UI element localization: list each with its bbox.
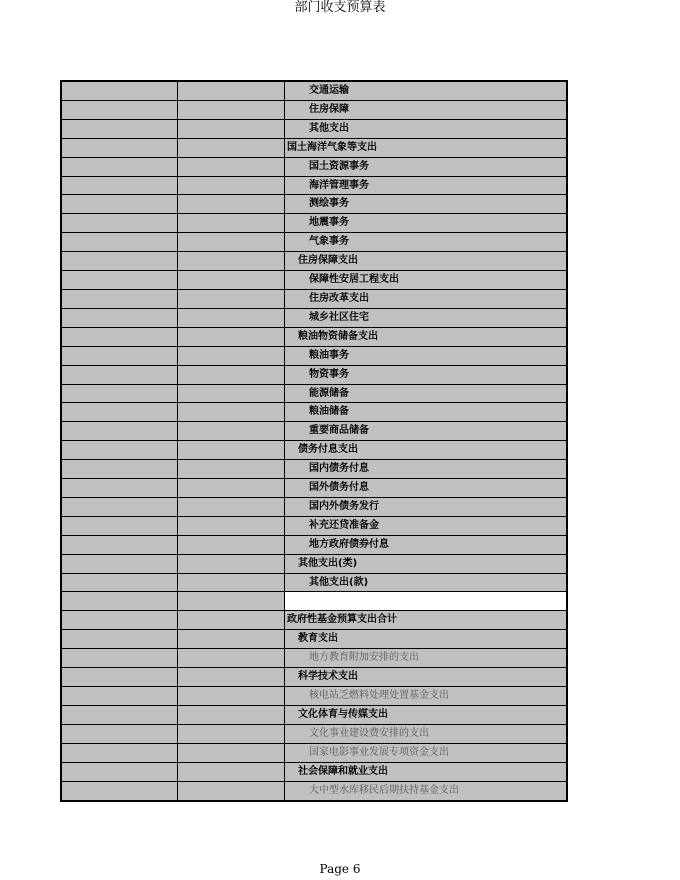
item-label-cell[interactable]: 核电站乏燃料处理处置基金支出 [285,687,566,705]
item-label-cell[interactable]: 住房改革支出 [285,290,566,308]
table-row [62,441,566,460]
amount-cell-1[interactable] [62,214,178,232]
amount-cell-1[interactable] [62,271,178,289]
table-row [62,479,566,498]
amount-cell-2[interactable] [178,592,285,610]
item-label-cell[interactable]: 海洋管理事务 [285,177,566,195]
amount-cell-2[interactable] [178,271,285,289]
item-label-cell[interactable]: 能源储备 [285,385,566,403]
table-row [62,536,566,555]
table-row [62,403,566,422]
amount-cell-2[interactable] [178,347,285,365]
item-label-cell[interactable] [285,592,566,610]
amount-cell-1[interactable] [62,252,178,270]
table-row [62,385,566,404]
amount-cell-1[interactable] [62,536,178,554]
amount-cell-2[interactable] [178,536,285,554]
item-label-cell[interactable]: 物资事务 [285,366,566,384]
amount-cell-2[interactable] [178,101,285,119]
table-row [62,744,566,763]
table-row [62,725,566,744]
amount-cell-2[interactable] [178,706,285,724]
table-row [62,782,566,801]
amount-cell-1[interactable] [62,649,178,667]
amount-cell-2[interactable] [178,233,285,251]
table-row [62,309,566,328]
item-label-cell[interactable]: 文化体育与传媒支出 [285,706,566,724]
amount-cell-2[interactable] [178,630,285,648]
amount-cell-2[interactable] [178,782,285,801]
amount-cell-1[interactable] [62,366,178,384]
item-label-cell[interactable]: 其他支出(类) [285,555,566,573]
amount-cell-2[interactable] [178,555,285,573]
table-row [62,517,566,536]
table-row [62,252,566,271]
amount-cell-2[interactable] [178,744,285,762]
amount-cell-2[interactable] [178,366,285,384]
amount-cell-1[interactable] [62,233,178,251]
item-label-cell[interactable]: 其他支出 [285,120,566,138]
item-label-cell[interactable]: 其他支出(款) [285,574,566,592]
table-row [62,82,566,101]
amount-cell-1[interactable] [62,555,178,573]
item-label-cell[interactable]: 科学技术支出 [285,668,566,686]
amount-cell-1[interactable] [62,328,178,346]
item-label-cell[interactable]: 保障性安居工程支出 [285,271,566,289]
amount-cell-2[interactable] [178,195,285,213]
table-row [62,195,566,214]
amount-cell-2[interactable] [178,139,285,157]
amount-cell-2[interactable] [178,649,285,667]
item-label-cell[interactable]: 住房保障 [285,101,566,119]
table-row [62,460,566,479]
amount-cell-2[interactable] [178,574,285,592]
table-row [62,611,566,630]
item-label-cell[interactable]: 城乡社区住宅 [285,309,566,327]
amount-cell-1[interactable] [62,592,178,610]
item-label-cell[interactable]: 气象事务 [285,233,566,251]
item-label-cell[interactable]: 国土海洋气象等支出 [285,139,566,157]
item-label-cell[interactable]: 国土资源事务 [285,158,566,176]
amount-cell-2[interactable] [178,479,285,497]
item-label-cell[interactable]: 测绘事务 [285,195,566,213]
amount-cell-2[interactable] [178,158,285,176]
item-label-cell[interactable]: 教育支出 [285,630,566,648]
table-row [62,649,566,668]
amount-cell-1[interactable] [62,763,178,781]
item-label-cell[interactable]: 地震事务 [285,214,566,232]
amount-cell-1[interactable] [62,517,178,535]
amount-cell-2[interactable] [178,725,285,743]
amount-cell-1[interactable] [62,195,178,213]
table-row [62,630,566,649]
table-row [62,366,566,385]
amount-cell-2[interactable] [178,517,285,535]
amount-cell-1[interactable] [62,290,178,308]
amount-cell-1[interactable] [62,403,178,421]
amount-cell-1[interactable] [62,574,178,592]
table-row [62,347,566,366]
table-row [62,668,566,687]
amount-cell-1[interactable] [62,422,178,440]
table-row [62,592,566,611]
amount-cell-1[interactable] [62,177,178,195]
amount-cell-1[interactable] [62,706,178,724]
item-label-cell[interactable]: 国外债务付息 [285,479,566,497]
table-row [62,498,566,517]
amount-cell-2[interactable] [178,82,285,100]
amount-cell-1[interactable] [62,668,178,686]
item-label-cell[interactable]: 交通运输 [285,82,566,100]
amount-cell-2[interactable] [178,290,285,308]
amount-cell-2[interactable] [178,309,285,327]
amount-cell-1[interactable] [62,347,178,365]
table-row [62,214,566,233]
amount-cell-2[interactable] [178,422,285,440]
amount-cell-1[interactable] [62,385,178,403]
table-row [62,687,566,706]
amount-cell-2[interactable] [178,441,285,459]
item-label-cell[interactable]: 粮油事务 [285,347,566,365]
item-label-cell[interactable]: 地方政府债券付息 [285,536,566,554]
amount-cell-1[interactable] [62,725,178,743]
amount-cell-2[interactable] [178,214,285,232]
amount-cell-2[interactable] [178,498,285,516]
table-row [62,555,566,574]
amount-cell-2[interactable] [178,611,285,629]
amount-cell-1[interactable] [62,101,178,119]
amount-cell-2[interactable] [178,120,285,138]
amount-cell-1[interactable] [62,782,178,801]
table-row [62,574,566,593]
item-label-cell[interactable]: 粮油物资储备支出 [285,328,566,346]
item-label-cell[interactable]: 大中型水库移民后期扶持基金支出 [285,782,566,801]
amount-cell-1[interactable] [62,687,178,705]
amount-cell-1[interactable] [62,611,178,629]
item-label-cell[interactable]: 社会保障和就业支出 [285,763,566,781]
table-row [62,177,566,196]
item-label-cell[interactable]: 国内外债务发行 [285,498,566,516]
table-row [62,101,566,120]
amount-cell-2[interactable] [178,668,285,686]
amount-cell-1[interactable] [62,139,178,157]
amount-cell-1[interactable] [62,630,178,648]
item-label-cell[interactable]: 债务付息支出 [285,441,566,459]
amount-cell-1[interactable] [62,309,178,327]
amount-cell-1[interactable] [62,479,178,497]
amount-cell-1[interactable] [62,498,178,516]
amount-cell-2[interactable] [178,385,285,403]
item-label-cell[interactable]: 文化事业建设费安排的支出 [285,725,566,743]
item-label-cell[interactable]: 粮油储备 [285,403,566,421]
table-row [62,422,566,441]
item-label-cell[interactable]: 政府性基金预算支出合计 [285,611,566,629]
table-row [62,158,566,177]
page-title: 部门收支预算表 [294,0,386,15]
amount-cell-2[interactable] [178,252,285,270]
table-row [62,706,566,725]
amount-cell-2[interactable] [178,687,285,705]
amount-cell-2[interactable] [178,177,285,195]
table-row [62,328,566,347]
budget-table [60,80,568,802]
item-label-cell[interactable]: 地方教育附加安排的支出 [285,649,566,667]
table-row [62,763,566,782]
amount-cell-1[interactable] [62,82,178,100]
amount-cell-1[interactable] [62,441,178,459]
amount-cell-2[interactable] [178,763,285,781]
amount-cell-2[interactable] [178,403,285,421]
amount-cell-2[interactable] [178,460,285,478]
item-label-cell[interactable]: 住房保障支出 [285,252,566,270]
amount-cell-1[interactable] [62,120,178,138]
page-number: Page 6 [319,862,361,876]
table-row [62,120,566,139]
table-row [62,139,566,158]
item-label-cell[interactable]: 补充还贷准备金 [285,517,566,535]
amount-cell-1[interactable] [62,744,178,762]
table-row [62,233,566,252]
item-label-cell[interactable]: 国家电影事业发展专项资金支出 [285,744,566,762]
amount-cell-2[interactable] [178,328,285,346]
table-row [62,271,566,290]
amount-cell-1[interactable] [62,460,178,478]
item-label-cell[interactable]: 国内债务付息 [285,460,566,478]
amount-cell-1[interactable] [62,158,178,176]
item-label-cell[interactable]: 重要商品储备 [285,422,566,440]
table-row [62,290,566,309]
